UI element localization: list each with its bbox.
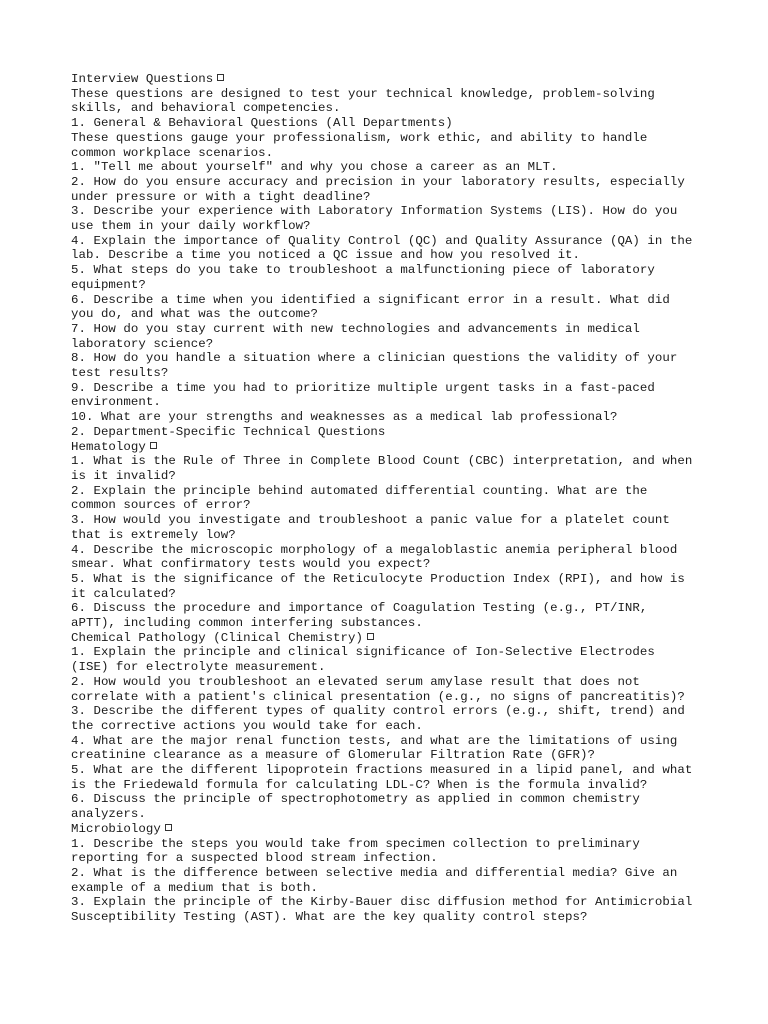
text-line <box>71 881 711 896</box>
missing-glyph-icon <box>367 633 374 640</box>
text-line <box>71 910 711 925</box>
line-text: that is extremely low? <box>71 527 236 542</box>
line-text: 1. Describe the steps you would take from specimen collection to preliminary <box>71 836 640 851</box>
text-line <box>71 572 711 587</box>
text-line <box>71 160 711 175</box>
section-heading <box>71 631 711 646</box>
text-line <box>71 543 711 558</box>
line-text: 2. Department-Specific Technical Questions <box>71 424 386 439</box>
line-text: 1. What is the Rule of Three in Complete Blood Count (CBC) interpretation, and when <box>71 454 693 469</box>
missing-glyph-icon <box>150 442 157 449</box>
line-text: common workplace scenarios. <box>71 145 274 160</box>
text-line <box>71 528 711 543</box>
line-text: 3. Describe the different types of quality control errors (e.g., shift, trend) and <box>71 704 685 719</box>
section-heading <box>71 822 711 837</box>
text-line <box>71 763 711 778</box>
text-line <box>71 204 711 219</box>
line-text: creatinine clearance as a measure of Glomerular Filtration Rate (GFR)? <box>71 748 595 763</box>
line-text: it calculated? <box>71 586 176 601</box>
text-line <box>71 866 711 881</box>
missing-glyph-icon <box>165 824 172 831</box>
line-text: equipment? <box>71 277 146 292</box>
text-line <box>71 587 711 602</box>
text-line <box>71 498 711 513</box>
line-text: the corrective actions you would take for each. <box>71 718 423 733</box>
section-heading <box>71 440 711 455</box>
line-text: 5. What is the significance of the Reticulocyte Production Index (RPI), and how is <box>71 571 685 586</box>
text-line <box>71 381 711 396</box>
line-text: 5. What are the different lipoprotein fractions measured in a lipid panel, and what <box>71 763 693 778</box>
line-text: These questions are designed to test your technical knowledge, problem-solving <box>71 86 655 101</box>
text-line <box>71 87 711 102</box>
text-line <box>71 484 711 499</box>
line-text: under pressure or with a tight deadline? <box>71 189 371 204</box>
line-text: 4. Describe the microscopic morphology of a megaloblastic anemia peripheral blood <box>71 542 678 557</box>
line-text: correlate with a patient's clinical presentation (e.g., no signs of pancreatitis)? <box>71 689 685 704</box>
line-text: 9. Describe a time you had to prioritize multiple urgent tasks in a fast-paced <box>71 380 655 395</box>
text-line <box>71 675 711 690</box>
text-line <box>71 704 711 719</box>
text-line <box>71 278 711 293</box>
line-text: 3. How would you investigate and troubleshoot a panic value for a platelet count <box>71 513 670 528</box>
line-text: 1. "Tell me about yourself" and why you chose a career as an MLT. <box>71 160 558 175</box>
text-line <box>71 425 711 440</box>
text-line <box>71 748 711 763</box>
line-text: 5. What steps do you take to troubleshoot a malfunctioning piece of laboratory <box>71 263 655 278</box>
text-line <box>71 190 711 205</box>
section-heading <box>71 72 711 87</box>
text-line <box>71 337 711 352</box>
line-text: test results? <box>71 366 169 381</box>
line-text: Susceptibility Testing (AST). What are the key quality control steps? <box>71 910 588 925</box>
text-line <box>71 469 711 484</box>
line-text: environment. <box>71 395 161 410</box>
text-line <box>71 660 711 675</box>
line-text: example of a medium that is both. <box>71 880 319 895</box>
line-text: 2. Explain the principle behind automated differential counting. What are the <box>71 483 648 498</box>
line-text: lab. Describe a time you noticed a QC issue and how you resolved it. <box>71 248 581 263</box>
text-line <box>71 719 711 734</box>
line-text: Hematology <box>71 439 146 454</box>
line-text: is it invalid? <box>71 468 176 483</box>
line-text: 2. How would you troubleshoot an elevated serum amylase result that does not <box>71 674 640 689</box>
line-text: 3. Describe your experience with Laboratory Information Systems (LIS). How do you <box>71 204 678 219</box>
line-text: 8. How do you handle a situation where a clinician questions the validity of your <box>71 351 678 366</box>
line-text: 2. What is the difference between selective media and differential media? Give an <box>71 865 678 880</box>
line-text: 2. How do you ensure accuracy and precision in your laboratory results, especially <box>71 174 685 189</box>
text-line <box>71 410 711 425</box>
text-line <box>71 616 711 631</box>
text-line <box>71 366 711 381</box>
text-line <box>71 263 711 278</box>
text-line <box>71 645 711 660</box>
text-line <box>71 837 711 852</box>
text-line <box>71 895 711 910</box>
text-line <box>71 351 711 366</box>
text-line <box>71 219 711 234</box>
text-line <box>71 557 711 572</box>
line-text: Chemical Pathology (Clinical Chemistry) <box>71 630 363 645</box>
line-text: These questions gauge your professionalism, work ethic, and ability to handle <box>71 130 648 145</box>
text-line <box>71 395 711 410</box>
line-text: is the Friedewald formula for calculating LDL-C? When is the formula invalid? <box>71 777 648 792</box>
text-line <box>71 175 711 190</box>
text-line <box>71 101 711 116</box>
line-text: 6. Discuss the procedure and importance of Coagulation Testing (e.g., PT/INR, <box>71 601 648 616</box>
line-text: reporting for a suspected blood stream infection. <box>71 851 438 866</box>
text-line <box>71 454 711 469</box>
text-line <box>71 513 711 528</box>
line-text: analyzers. <box>71 807 146 822</box>
line-text: Microbiology <box>71 821 161 836</box>
line-text: 1. Explain the principle and clinical significance of Ion-Selective Electrodes <box>71 645 655 660</box>
line-text: common sources of error? <box>71 498 251 513</box>
text-line <box>71 734 711 749</box>
text-line <box>71 322 711 337</box>
text-line <box>71 601 711 616</box>
text-line <box>71 807 711 822</box>
line-text: 7. How do you stay current with new technologies and advancements in medical <box>71 321 640 336</box>
text-line <box>71 851 711 866</box>
line-text: laboratory science? <box>71 336 214 351</box>
line-text: 10. What are your strengths and weaknesses as a medical lab professional? <box>71 410 618 425</box>
line-text: 4. Explain the importance of Quality Control (QC) and Quality Assurance (QA) in the <box>71 233 693 248</box>
text-line <box>71 248 711 263</box>
line-text: use them in your daily workflow? <box>71 219 311 234</box>
line-text: 1. General & Behavioral Questions (All Departments) <box>71 116 453 131</box>
line-text: 6. Discuss the principle of spectrophotometry as applied in common chemistry <box>71 792 640 807</box>
line-text: skills, and behavioral competencies. <box>71 101 341 116</box>
text-line <box>71 234 711 249</box>
line-text: 3. Explain the principle of the Kirby-Bauer disc diffusion method for Antimicrobial <box>71 895 693 910</box>
line-text: smear. What confirmatory tests would you expect? <box>71 557 431 572</box>
line-text: Interview Questions <box>71 72 214 86</box>
text-line <box>71 116 711 131</box>
text-line <box>71 778 711 793</box>
line-text: 6. Describe a time when you identified a significant error in a result. What did <box>71 292 670 307</box>
text-line <box>71 307 711 322</box>
missing-glyph-icon <box>217 74 224 81</box>
line-text: (ISE) for electrolyte measurement. <box>71 660 326 675</box>
text-line <box>71 293 711 308</box>
text-line <box>71 146 711 161</box>
text-line <box>71 690 711 705</box>
document-body <box>71 72 711 925</box>
text-line <box>71 792 711 807</box>
line-text: aPTT), including common interfering substances. <box>71 616 423 631</box>
text-line <box>71 131 711 146</box>
line-text: 4. What are the major renal function tests, and what are the limitations of using <box>71 733 678 748</box>
line-text: you do, and what was the outcome? <box>71 307 319 322</box>
